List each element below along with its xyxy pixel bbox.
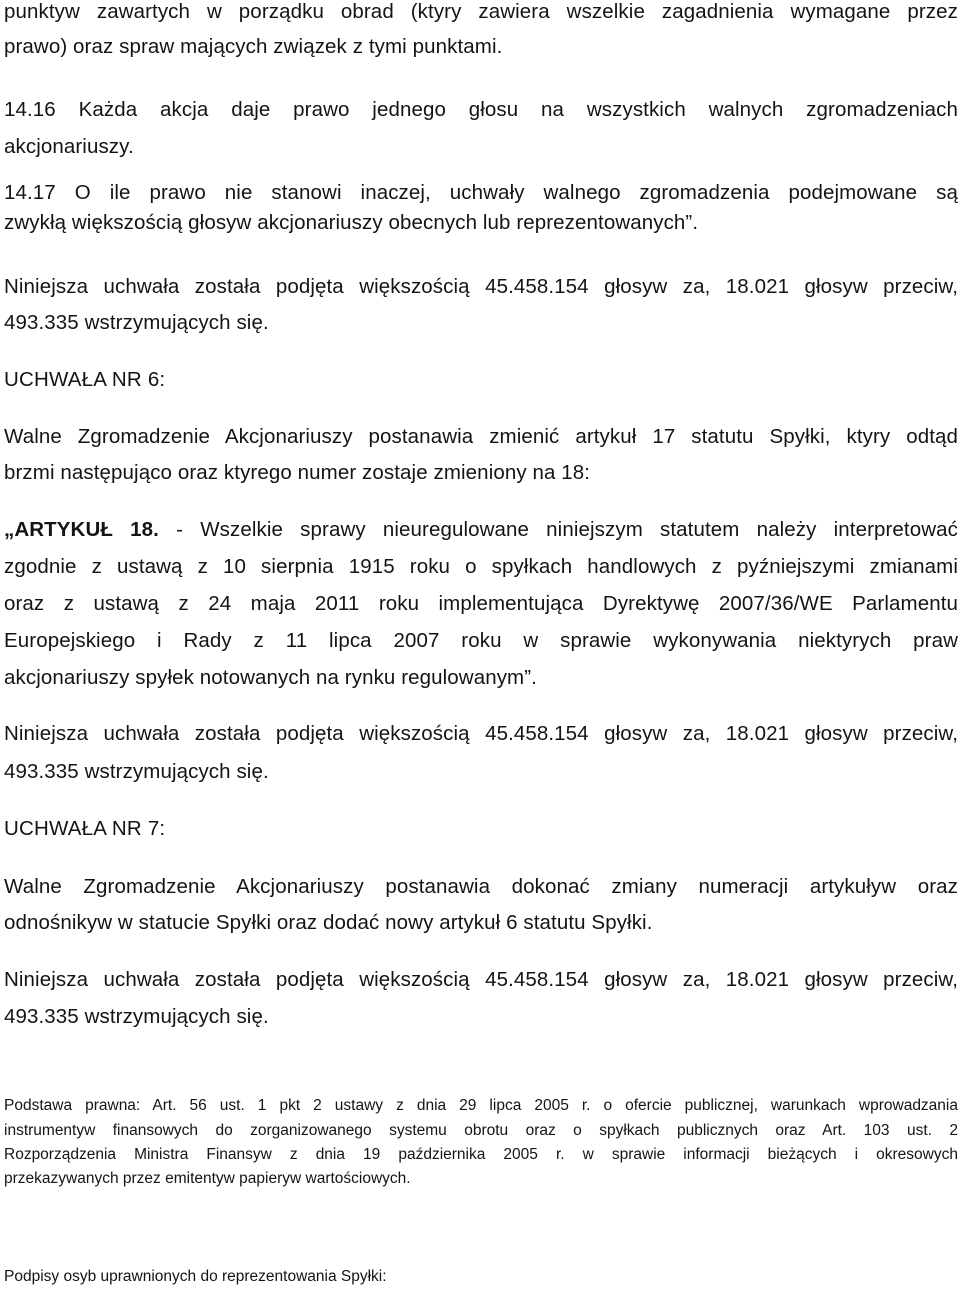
- article-line: Europejskiego i Rady z 11 lipca 2007 roku w sprawie wykonywania niektyrych praw: [4, 629, 958, 652]
- paragraph-line: zwykłą większością głosyw akcjonariuszy obecnych lub reprezentowanych”.: [4, 211, 699, 234]
- resolution-heading: UCHWAŁA NR 6:: [4, 368, 166, 391]
- article-line: [4, 518, 958, 542]
- paragraph-line: akcjonariuszy.: [4, 135, 134, 158]
- paragraph-line: 14.17 O ile prawo nie stanowi inaczej, uchwały walnego zgromadzenia podejmowane są: [4, 181, 958, 204]
- paragraph-line: brzmi następująco oraz ktyrego numer zostaje zmieniony na 18:: [4, 461, 591, 484]
- signatures-label: Podpisy osyb uprawnionych do reprezentowania Spyłki:: [4, 1268, 387, 1285]
- vote-result-line: 493.335 wstrzymujących się.: [4, 760, 269, 783]
- paragraph-line: Walne Zgromadzenie Akcjonariuszy postanawia dokonać zmiany numeracji artykuływ oraz: [4, 875, 958, 898]
- paragraph-line: odnośnikyw w statucie Spyłki oraz dodać nowy artykuł 6 statutu Spyłki.: [4, 911, 653, 934]
- article-line: akcjonariuszy spyłek notowanych na rynku regulowanym”.: [4, 666, 537, 689]
- article-line: oraz z ustawą z 24 maja 2011 roku implementująca Dyrektywę 2007/36/WE Parlamentu: [4, 592, 958, 615]
- article-text: - Wszelkie sprawy nieuregulowane niniejszym statutem należy interpretować: [158, 518, 958, 541]
- vote-result-line: Niniejsza uchwała została podjęta większością 45.458.154 głosyw za, 18.021 głosyw przeciw,: [4, 722, 958, 745]
- legal-basis-line: Podstawa prawna: Art. 56 ust. 1 pkt 2 ustawy z dnia 29 lipca 2005 r. o ofercie publicznej, warunkach wprowadzania: [4, 1097, 958, 1114]
- vote-result-line: Niniejsza uchwała została podjęta większością 45.458.154 głosyw za, 18.021 głosyw przeciw,: [4, 968, 958, 991]
- resolution-heading: UCHWAŁA NR 7:: [4, 817, 166, 840]
- paragraph-line: 14.16 Każda akcja daje prawo jednego głosu na wszystkich walnych zgromadzeniach: [4, 98, 958, 121]
- paragraph-line: punktyw zawartych w porządku obrad (ktyry zawiera wszelkie zagadnienia wymagane przez: [4, 0, 958, 23]
- legal-basis-line: Rozporządzenia Ministra Finansyw z dnia 19 października 2005 r. w sprawie informacji bieżących i okresowych: [4, 1146, 958, 1163]
- vote-result-line: Niniejsza uchwała została podjęta większością 45.458.154 głosyw za, 18.021 głosyw przeciw,: [4, 275, 958, 298]
- legal-basis-line: instrumentyw finansowych do zorganizowanego systemu obrotu oraz o spyłkach publicznych oraz Art. 103 ust. 2: [4, 1122, 958, 1139]
- paragraph-line: prawo) oraz spraw mających związek z tymi punktami.: [4, 35, 503, 58]
- vote-result-line: 493.335 wstrzymujących się.: [4, 1005, 269, 1028]
- article-label: „ARTYKUŁ 18.: [4, 518, 159, 541]
- article-line: zgodnie z ustawą z 10 sierpnia 1915 roku o spyłkach handlowych z pyźniejszymi zmianami: [4, 555, 958, 578]
- vote-result-line: 493.335 wstrzymujących się.: [4, 311, 269, 334]
- paragraph-line: Walne Zgromadzenie Akcjonariuszy postanawia zmienić artykuł 17 statutu Spyłki, ktyry odtąd: [4, 425, 958, 448]
- legal-basis-line: przekazywanych przez emitentyw papieryw wartościowych.: [4, 1170, 411, 1187]
